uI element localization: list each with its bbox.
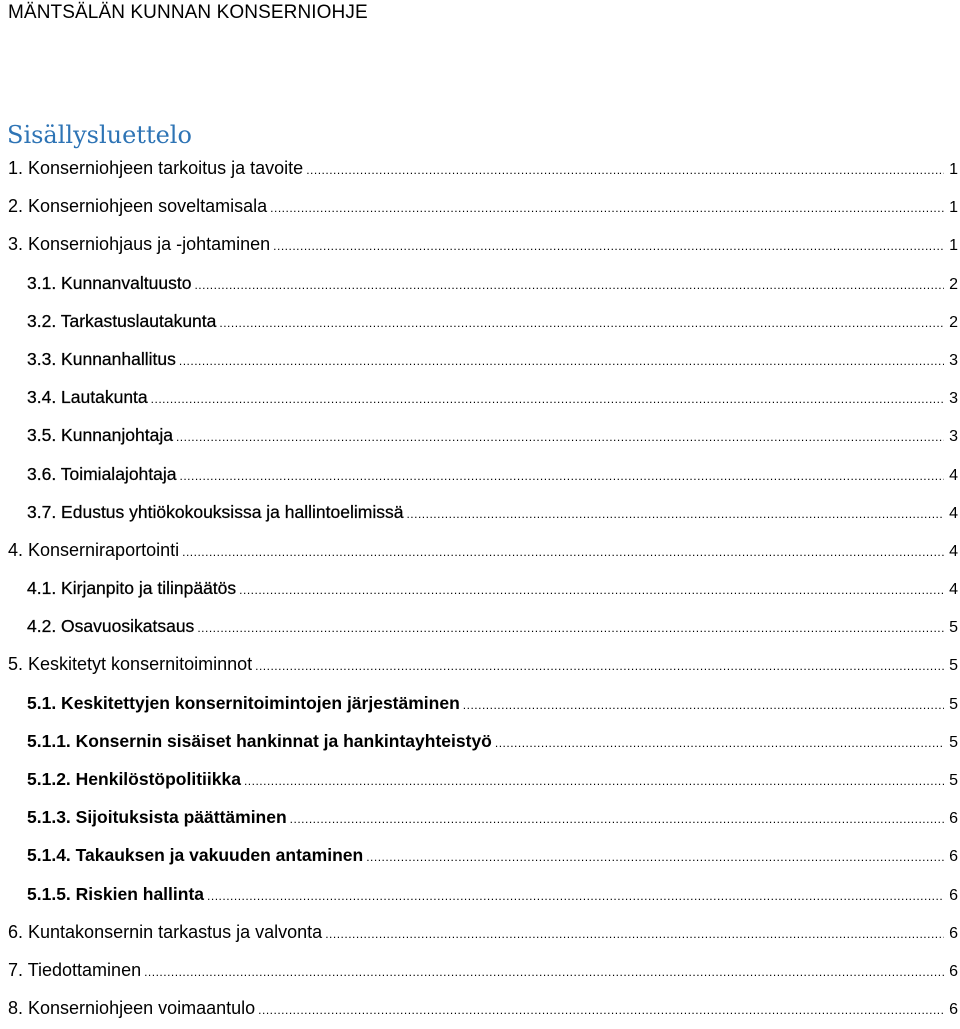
toc-dot-leader	[270, 189, 944, 227]
toc-entry[interactable]	[8, 722, 960, 760]
toc-dot-leader	[325, 915, 944, 953]
toc-page-number[interactable]: 6	[949, 848, 958, 866]
toc-entry[interactable]	[8, 149, 960, 187]
toc-page-number[interactable]: 3	[949, 390, 958, 408]
toc-dot-leader	[144, 953, 944, 991]
toc-dot-leader	[207, 877, 944, 915]
toc-entry-text[interactable]: 7. Tiedottaminen	[8, 959, 142, 980]
toc-dot-leader	[151, 380, 944, 418]
toc-page-number[interactable]: 5	[949, 695, 958, 713]
toc-page-number[interactable]: 4	[949, 504, 958, 522]
toc-entry[interactable]	[8, 684, 960, 722]
toc-entry[interactable]	[8, 455, 960, 493]
toc-dot-leader	[273, 227, 944, 265]
toc-page-number[interactable]: 6	[949, 924, 958, 942]
toc-dot-leader	[182, 533, 944, 571]
toc-entry[interactable]	[8, 264, 960, 302]
toc-entry-text[interactable]: 3.5. Kunnanjohtaja	[27, 425, 173, 446]
toc-page-number[interactable]: 6	[949, 1001, 958, 1019]
toc-entry[interactable]	[8, 187, 960, 225]
toc-page-number[interactable]: 5	[949, 619, 958, 637]
toc-dot-leader	[219, 304, 944, 342]
toc-dot-leader	[463, 686, 944, 724]
toc-entry-text[interactable]: 1. Konserniohjeen tarkoitus ja tavoite	[8, 158, 304, 178]
toc-page-number[interactable]: 3	[949, 351, 958, 369]
toc-page-number[interactable]: 1	[949, 161, 958, 178]
document-header: MÄNTSÄLÄN KUNNAN KONSERNIOHJE	[8, 2, 368, 23]
toc-entry[interactable]	[8, 225, 960, 263]
toc-entry[interactable]	[8, 836, 960, 874]
toc-entry[interactable]	[8, 913, 960, 951]
toc-page-number[interactable]: 1	[949, 199, 958, 217]
toc-entry-text[interactable]: 3.3. Kunnanhallitus	[27, 348, 176, 369]
toc-entry[interactable]	[8, 607, 960, 645]
toc-entry-text[interactable]: 4.1. Kirjanpito ja tilinpäätös	[27, 578, 237, 599]
table-of-contents	[8, 149, 960, 1027]
toc-page-number[interactable]: 4	[949, 581, 958, 599]
toc-entry-text[interactable]: 2. Konserniohjeen soveltamisala	[8, 196, 268, 217]
toc-entry[interactable]	[8, 493, 960, 531]
toc-dot-leader	[306, 151, 944, 189]
toc-entry-text[interactable]: 6. Kuntakonsernin tarkastus ja valvonta	[8, 921, 323, 942]
toc-dot-leader	[255, 647, 944, 685]
toc-dot-leader	[495, 724, 944, 762]
toc-entry-text[interactable]: 3.6. Toimialajohtaja	[27, 463, 177, 484]
toc-entry-text[interactable]: 5.1.4. Takauksen ja vakuuden antaminen	[27, 845, 364, 866]
toc-page-number[interactable]: 2	[949, 275, 958, 293]
toc-entry-text[interactable]: 8. Konserniohjeen voimaantulo	[8, 998, 256, 1019]
toc-entry[interactable]	[8, 645, 960, 683]
toc-dot-leader	[239, 571, 944, 609]
toc-page-number[interactable]: 5	[949, 772, 958, 789]
toc-dot-leader	[290, 800, 944, 838]
toc-dot-leader	[406, 495, 944, 533]
toc-entry-text[interactable]: 4.2. Osavuosikatsaus	[27, 616, 195, 637]
toc-entry[interactable]	[8, 569, 960, 607]
toc-entry[interactable]	[8, 951, 960, 989]
toc-entry-text[interactable]: 3.7. Edustus yhtiökokouksissa ja hallintoelimissä	[27, 501, 404, 522]
toc-entry-text[interactable]: 5. Keskitetyt konsernitoiminnot	[8, 654, 253, 675]
toc-page-number[interactable]: 6	[949, 810, 958, 828]
toc-entry-text[interactable]: 5.1.1. Konsernin sisäiset hankinnat ja hankintayhteistyö	[27, 730, 492, 751]
toc-entry-text[interactable]: 5.1.5. Riskien hallinta	[27, 883, 205, 904]
toc-entry-text[interactable]: 4. Konserniraportointi	[8, 539, 180, 560]
toc-page-number[interactable]: 6	[949, 886, 958, 904]
toc-page-number[interactable]: 5	[949, 733, 958, 751]
toc-dot-leader	[194, 266, 944, 304]
toc-entry[interactable]	[8, 875, 960, 913]
toc-page-number[interactable]: 4	[949, 466, 958, 484]
toc-entry[interactable]	[8, 760, 960, 798]
toc-entry-text[interactable]: 3. Konserniohjaus ja -johtaminen	[8, 234, 271, 255]
toc-page-number[interactable]: 2	[949, 313, 958, 331]
toc-entry-text[interactable]: 3.1. Kunnanvaltuusto	[27, 272, 192, 293]
toc-dot-leader	[366, 838, 944, 876]
toc-entry[interactable]	[8, 531, 960, 569]
toc-dot-leader	[180, 457, 945, 495]
toc-entry[interactable]	[8, 989, 960, 1027]
toc-entry-text[interactable]: 5.1.2. Henkilöstöpolitiikka	[27, 769, 241, 789]
toc-dot-leader	[244, 762, 944, 800]
toc-dot-leader	[197, 609, 944, 647]
toc-entry-text[interactable]: 5.1. Keskitettyjen konsernitoimintojen järjestäminen	[27, 692, 460, 713]
toc-entry[interactable]	[8, 302, 960, 340]
toc-entry[interactable]	[8, 378, 960, 416]
toc-dot-leader	[179, 342, 944, 380]
toc-page-number[interactable]: 6	[949, 962, 958, 980]
toc-page-number[interactable]: 4	[949, 542, 958, 560]
toc-dot-leader	[176, 418, 944, 456]
toc-entry-text[interactable]: 3.2. Tarkastuslautakunta	[27, 310, 217, 331]
toc-title: Sisällysluettelo	[7, 121, 192, 149]
toc-page-number[interactable]: 5	[949, 657, 958, 675]
toc-entry[interactable]	[8, 416, 960, 454]
toc-entry-text[interactable]: 5.1.3. Sijoituksista päättäminen	[27, 807, 287, 828]
toc-entry[interactable]	[8, 798, 960, 836]
toc-page-number[interactable]: 3	[949, 428, 958, 446]
toc-dot-leader	[258, 991, 944, 1029]
toc-entry-text[interactable]: 3.4. Lautakunta	[27, 387, 148, 408]
toc-page-number[interactable]: 1	[949, 237, 958, 255]
toc-entry[interactable]	[8, 340, 960, 378]
